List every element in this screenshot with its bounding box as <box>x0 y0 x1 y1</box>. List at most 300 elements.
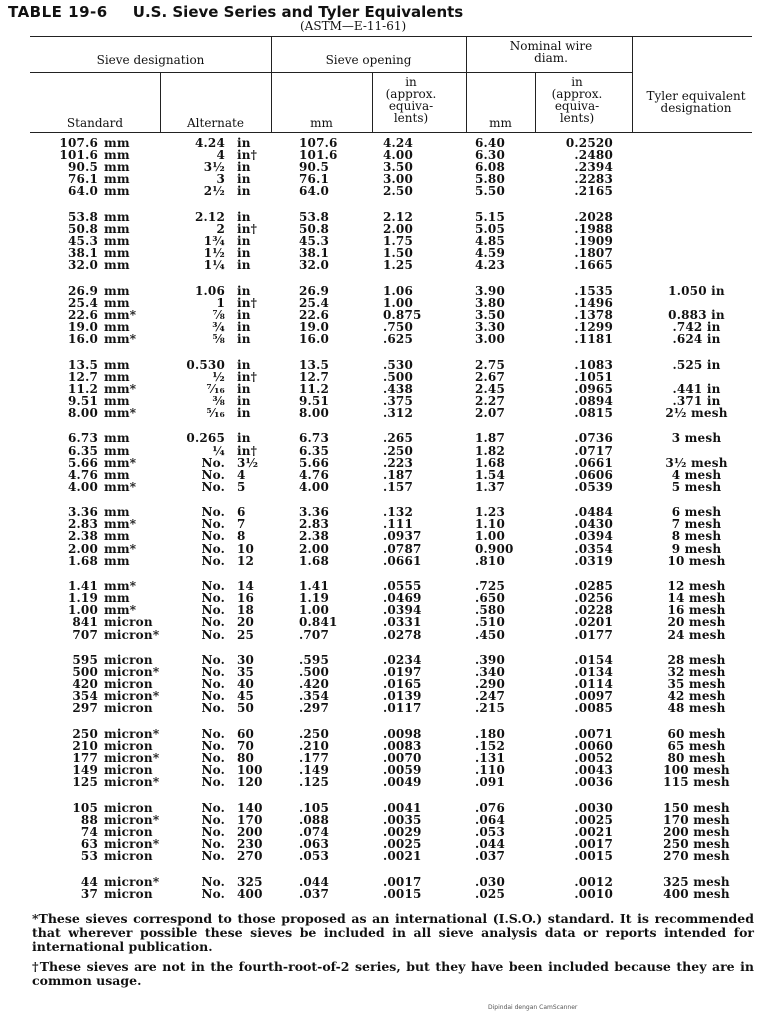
cell-wire-mm: .152 <box>475 738 506 753</box>
cell-alternate-unit: in† <box>237 369 258 384</box>
cell-opening-in: .530 <box>383 357 414 372</box>
cell-alternate-unit: 20 <box>237 615 255 630</box>
cell-alternate: No. <box>201 541 225 556</box>
cell-alternate-unit: in <box>237 393 251 408</box>
cell-alternate-unit: 10 <box>237 541 255 556</box>
cell-wire-in: .0965 <box>574 381 613 396</box>
cell-wire-mm: 2.45 <box>475 381 506 396</box>
cell-standard-unit: mm <box>104 320 130 334</box>
cell-opening-in: .312 <box>383 405 414 420</box>
cell-wire-mm: 4.23 <box>475 258 506 273</box>
cell-tyler: 8 mesh <box>671 529 722 544</box>
cell-opening-in: 3.00 <box>383 172 414 187</box>
cell-opening-mm: 50.8 <box>299 221 330 236</box>
cell-alternate: 2½ <box>203 184 225 199</box>
cell-alternate-unit: 45 <box>237 689 255 704</box>
cell-tyler: 325 mesh <box>663 874 730 889</box>
table-row <box>32 876 762 888</box>
cell-opening-mm: .125 <box>299 775 330 790</box>
cell-tyler: 42 mesh <box>667 689 726 704</box>
cell-alternate: 4.24 <box>194 136 225 150</box>
cell-standard-unit: mm <box>104 591 130 606</box>
cell-opening-mm: 12.7 <box>299 369 330 384</box>
cell-opening-in: .0029 <box>383 824 422 839</box>
cell-wire-mm: 1.54 <box>475 467 506 482</box>
cell-standard-unit: mm <box>104 258 130 273</box>
cell-standard: 420 <box>72 677 98 692</box>
cell-alternate: ⅞ <box>212 307 225 322</box>
cell-alternate: 3½ <box>203 160 225 175</box>
cell-standard: 90.5 <box>67 160 98 175</box>
cell-alternate-unit: 3½ <box>237 455 259 470</box>
cell-alternate: ⁷⁄₁₆ <box>206 381 225 396</box>
cell-opening-mm: 19.0 <box>299 320 330 334</box>
cell-standard: 53.8 <box>67 209 98 224</box>
cell-wire-in: .0717 <box>574 443 613 458</box>
header-opening-in: in (approx. equiva- lents) <box>385 75 437 125</box>
cell-opening-in: .438 <box>383 381 414 396</box>
cell-standard-unit: micron <box>104 886 153 901</box>
cell-standard-unit: micron <box>104 738 153 753</box>
cell-alternate-unit: 30 <box>237 653 255 668</box>
cell-tyler: 270 mesh <box>663 849 730 864</box>
cell-standard: 210 <box>72 738 98 753</box>
cell-alternate: No. <box>201 701 225 716</box>
cell-alternate: No. <box>201 467 225 482</box>
table-row <box>32 407 762 419</box>
cell-tyler: 3½ mesh <box>665 455 728 470</box>
cell-standard: 500 <box>72 665 98 680</box>
cell-tyler: 400 mesh <box>663 886 730 901</box>
cell-alternate-unit: 6 <box>237 505 246 520</box>
cell-opening-mm: .074 <box>299 824 330 839</box>
cell-standard: 1.00 <box>67 603 98 618</box>
cell-alternate: No. <box>201 615 225 630</box>
table-row <box>32 432 762 444</box>
row-group <box>32 359 762 419</box>
cell-alternate: No. <box>201 886 225 901</box>
cell-alternate-unit: in† <box>237 148 258 163</box>
cell-alternate: No. <box>201 529 225 544</box>
cell-wire-in: .2480 <box>574 148 613 163</box>
cell-alternate-unit: 8 <box>237 529 246 544</box>
cell-wire-mm: 2.75 <box>475 357 506 372</box>
cell-wire-mm: 3.30 <box>475 320 506 334</box>
header-standard: Standard <box>66 116 124 130</box>
cell-alternate: ¼ <box>212 443 225 458</box>
cell-opening-mm: .177 <box>299 751 330 766</box>
cell-tyler: 28 mesh <box>667 653 726 668</box>
cell-wire-mm: .725 <box>475 579 506 594</box>
cell-alternate: No. <box>201 874 225 889</box>
cell-alternate-unit: 100 <box>237 763 263 778</box>
cell-standard-unit: micron <box>104 677 153 692</box>
cell-opening-mm: 2.00 <box>299 541 330 556</box>
cell-standard-unit: micron <box>104 800 153 815</box>
cell-alternate: 1¾ <box>203 234 225 249</box>
cell-alternate-unit: 40 <box>237 677 255 692</box>
cell-standard-unit: micron <box>104 849 153 864</box>
cell-standard-unit: micron* <box>104 665 160 680</box>
cell-alternate-unit: 170 <box>237 812 263 827</box>
cell-opening-mm: 64.0 <box>299 184 330 199</box>
cell-opening-mm: 107.6 <box>299 136 338 150</box>
cell-alternate-unit: in <box>237 381 251 396</box>
table-row <box>32 481 762 493</box>
cell-alternate: No. <box>201 627 225 642</box>
cell-standard-unit: mm <box>104 431 130 446</box>
cell-wire-mm: .247 <box>475 689 506 704</box>
header-alternate: Alternate <box>187 116 244 130</box>
cell-opening-mm: 4.76 <box>299 467 330 482</box>
cell-opening-in: .223 <box>383 455 414 470</box>
cell-opening-mm: 8.00 <box>299 405 330 420</box>
cell-tyler: 115 mesh <box>663 775 730 790</box>
cell-standard-unit: mm <box>104 221 130 236</box>
cell-wire-mm: .810 <box>475 553 506 568</box>
cell-wire-in: .1181 <box>574 332 613 347</box>
cell-opening-in: .0117 <box>383 701 422 716</box>
cell-standard-unit: micron* <box>104 689 160 704</box>
cell-wire-mm: 1.82 <box>475 443 506 458</box>
cell-wire-mm: 5.50 <box>475 184 506 199</box>
cell-tyler: 35 mesh <box>667 677 726 692</box>
cell-standard: 4.76 <box>67 467 98 482</box>
table-row <box>32 850 762 862</box>
cell-alternate-unit: 35 <box>237 665 255 680</box>
cell-opening-mm: 6.35 <box>299 443 330 458</box>
table-row <box>32 555 762 567</box>
table-row <box>32 702 762 714</box>
row-group <box>32 506 762 566</box>
cell-standard-unit: mm <box>104 369 130 384</box>
cell-alternate-unit: 25 <box>237 627 255 642</box>
cell-wire-mm: 0.900 <box>475 541 514 556</box>
cell-opening-mm: 16.0 <box>299 332 330 347</box>
cell-tyler: 170 mesh <box>663 812 730 827</box>
cell-standard: 2.83 <box>67 517 98 532</box>
cell-wire-mm: 6.40 <box>475 136 506 150</box>
cell-alternate: No. <box>201 603 225 618</box>
cell-standard: 297 <box>72 701 98 716</box>
cell-standard: 9.51 <box>67 393 98 408</box>
header-wire-in: in (approx. equiva- lents) <box>551 75 603 125</box>
cell-opening-in: .375 <box>383 393 414 408</box>
cell-wire-mm: 1.23 <box>475 505 506 520</box>
cell-wire-mm: .025 <box>475 886 506 901</box>
cell-opening-in: .0331 <box>383 615 422 630</box>
cell-opening-in: .0083 <box>383 738 422 753</box>
cell-standard-unit: mm* <box>104 381 137 396</box>
cell-tyler: 0.883 in <box>668 307 725 322</box>
cell-opening-mm: 90.5 <box>299 160 330 175</box>
cell-opening-mm: 25.4 <box>299 295 330 310</box>
cell-alternate-unit: in <box>237 258 251 273</box>
cell-standard-unit: mm <box>104 234 130 249</box>
cell-alternate: ½ <box>212 369 225 384</box>
cell-opening-in: 4.00 <box>383 148 414 163</box>
cell-alternate-unit: in <box>237 320 251 334</box>
cell-wire-mm: .650 <box>475 591 506 606</box>
cell-alternate-unit: 12 <box>237 553 255 568</box>
header-sieve-designation: Sieve designation <box>96 53 205 67</box>
cell-standard-unit: mm <box>104 443 130 458</box>
cell-wire-in: .0017 <box>574 837 613 852</box>
cell-standard-unit: micron* <box>104 874 160 889</box>
cell-alternate: 0.265 <box>186 431 225 446</box>
cell-standard: 6.73 <box>67 431 98 446</box>
cell-opening-in: .157 <box>383 479 414 494</box>
cell-opening-in: .0017 <box>383 874 422 889</box>
cell-alternate: No. <box>201 505 225 520</box>
cell-alternate-unit: in <box>237 136 251 150</box>
table-row <box>32 776 762 788</box>
cell-alternate-unit: 200 <box>237 824 263 839</box>
cell-alternate: 1½ <box>203 246 225 261</box>
cell-alternate-unit: in <box>237 431 251 446</box>
cell-alternate: No. <box>201 579 225 594</box>
cell-wire-mm: 4.85 <box>475 234 506 249</box>
cell-wire-mm: 6.08 <box>475 160 506 175</box>
cell-opening-mm: 22.6 <box>299 307 330 322</box>
cell-standard: 707 <box>72 627 98 642</box>
cell-wire-mm: 4.59 <box>475 246 506 261</box>
cell-wire-mm: .076 <box>475 800 506 815</box>
cell-tyler: 80 mesh <box>667 751 726 766</box>
cell-opening-mm: 1.19 <box>299 591 330 606</box>
cell-standard-unit: mm <box>104 295 130 310</box>
cell-opening-mm: .044 <box>299 874 330 889</box>
cell-standard: 38.1 <box>67 246 98 261</box>
cell-standard: 5.66 <box>67 455 98 470</box>
cell-standard-unit: mm* <box>104 541 137 556</box>
header-sieve-opening: Sieve opening <box>325 53 412 67</box>
header-tyler: Tyler equivalent designation <box>646 89 746 115</box>
cell-standard-unit: micron <box>104 824 153 839</box>
table-row <box>32 469 762 481</box>
cell-wire-mm: .091 <box>475 775 506 790</box>
cell-wire-mm: .450 <box>475 627 506 642</box>
cell-opening-mm: .354 <box>299 689 330 704</box>
cell-standard-unit: micron <box>104 615 153 630</box>
cell-standard-unit: mm <box>104 357 130 372</box>
cell-wire-in: .2028 <box>574 209 613 224</box>
cell-standard: 125 <box>72 775 98 790</box>
cell-opening-mm: .149 <box>299 763 330 778</box>
cell-tyler: 3 mesh <box>671 431 722 446</box>
cell-standard: 841 <box>72 615 98 630</box>
cell-wire-in: .2165 <box>574 184 613 199</box>
cell-wire-in: .1909 <box>574 234 613 249</box>
cell-alternate-unit: 140 <box>237 800 263 815</box>
cell-standard: 12.7 <box>67 369 98 384</box>
cell-alternate-unit: in <box>237 160 251 175</box>
cell-standard-unit: micron <box>104 701 153 716</box>
cell-wire-in: .0085 <box>574 701 613 716</box>
cell-alternate: No. <box>201 517 225 532</box>
cell-opening-in: 1.00 <box>383 295 414 310</box>
cell-wire-in: .0736 <box>574 431 613 446</box>
cell-wire-mm: 2.07 <box>475 405 506 420</box>
table-row <box>32 802 762 814</box>
cell-wire-in: .0894 <box>574 393 613 408</box>
table-title-text: U.S. Sieve Series and Tyler Equivalents <box>132 3 464 21</box>
cell-opening-in: .0021 <box>383 849 422 864</box>
cell-alternate-unit: 50 <box>237 701 255 716</box>
cell-opening-in: .0278 <box>383 627 422 642</box>
cell-opening-in: .750 <box>383 320 414 334</box>
cell-tyler: .742 in <box>672 320 721 334</box>
cell-wire-in: .0354 <box>574 541 613 556</box>
table-label: TABLE 19-6 <box>8 3 108 21</box>
cell-alternate-unit: 230 <box>237 837 263 852</box>
cell-standard-unit: mm <box>104 529 130 544</box>
cell-wire-in: .0036 <box>574 775 613 790</box>
cell-tyler: 60 mesh <box>667 726 726 741</box>
cell-wire-in: .0539 <box>574 479 613 494</box>
cell-alternate-unit: in <box>237 332 251 347</box>
cell-opening-mm: 5.66 <box>299 455 330 470</box>
cell-standard: 8.00 <box>67 405 98 420</box>
cell-opening-mm: .707 <box>299 627 330 642</box>
cell-alternate-unit: 400 <box>237 886 263 901</box>
cell-wire-in: .0154 <box>574 653 613 668</box>
row-group <box>32 580 762 640</box>
cell-opening-in: 2.00 <box>383 221 414 236</box>
footnotes <box>32 912 754 994</box>
cell-alternate-unit: 5 <box>237 479 246 494</box>
cell-alternate: 0.530 <box>186 357 225 372</box>
cell-alternate-unit: in <box>237 234 251 249</box>
table-row <box>32 445 762 457</box>
cell-wire-in: .1051 <box>574 369 613 384</box>
cell-alternate: No. <box>201 677 225 692</box>
footnote-iso: *These sieves correspond to those proposed as an international (I.S.O.) standard. It is recommended that wherever possible these sieves be included in all sieve analysis data or reports intended for international publication. <box>32 911 754 954</box>
cell-opening-in: .0165 <box>383 677 422 692</box>
cell-alternate-unit: in <box>237 357 251 372</box>
cell-opening-mm: 101.6 <box>299 148 338 163</box>
cell-wire-in: .0661 <box>574 455 613 470</box>
cell-opening-mm: 9.51 <box>299 393 330 408</box>
cell-alternate: ⅜ <box>212 393 225 408</box>
cell-standard: 88 <box>80 812 98 827</box>
cell-standard: 149 <box>72 763 98 778</box>
cell-standard: 2.00 <box>67 541 98 556</box>
cell-wire-mm: .044 <box>475 837 506 852</box>
cell-standard: 32.0 <box>67 258 98 273</box>
cell-alternate: No. <box>201 849 225 864</box>
cell-opening-mm: 0.841 <box>299 615 338 630</box>
cell-wire-in: .0052 <box>574 751 613 766</box>
cell-wire-in: .1535 <box>574 283 613 298</box>
cell-standard-unit: mm <box>104 283 130 298</box>
cell-wire-in: .0606 <box>574 467 613 482</box>
cell-opening-in: 1.50 <box>383 246 414 261</box>
cell-opening-in: .0025 <box>383 837 422 852</box>
cell-alternate: No. <box>201 479 225 494</box>
cell-alternate: 3 <box>216 172 225 187</box>
cell-wire-mm: .340 <box>475 665 506 680</box>
cell-opening-in: .0070 <box>383 751 422 766</box>
cell-wire-mm: .180 <box>475 726 506 741</box>
cell-opening-in: .0035 <box>383 812 422 827</box>
cell-opening-in: .250 <box>383 443 414 458</box>
cell-standard-unit: mm <box>104 136 130 150</box>
cell-alternate-unit: 270 <box>237 849 263 864</box>
cell-wire-in: .0071 <box>574 726 613 741</box>
cell-standard-unit: micron* <box>104 627 160 642</box>
cell-wire-mm: 1.10 <box>475 517 506 532</box>
table-row <box>32 285 762 297</box>
cell-alternate-unit: 16 <box>237 591 255 606</box>
cell-alternate: No. <box>201 824 225 839</box>
cell-opening-in: .0234 <box>383 653 422 668</box>
cell-wire-mm: 3.80 <box>475 295 506 310</box>
cell-opening-in: 2.50 <box>383 184 414 199</box>
cell-standard-unit: micron <box>104 653 153 668</box>
table-row <box>32 185 762 197</box>
cell-wire-in: .1807 <box>574 246 613 261</box>
cell-alternate-unit: 60 <box>237 726 255 741</box>
cell-alternate-unit: in† <box>237 443 258 458</box>
cell-opening-mm: 1.00 <box>299 603 330 618</box>
cell-opening-mm: 4.00 <box>299 479 330 494</box>
cell-standard: 6.35 <box>67 443 98 458</box>
cell-wire-in: .1083 <box>574 357 613 372</box>
cell-alternate-unit: in <box>237 283 251 298</box>
cell-opening-in: 1.75 <box>383 234 414 249</box>
cell-tyler: 20 mesh <box>667 615 726 630</box>
cell-tyler: .624 in <box>672 332 721 347</box>
cell-alternate-unit: in <box>237 405 251 420</box>
cell-opening-mm: 1.68 <box>299 553 330 568</box>
header-nominal-wire-diam: Nominal wire diam. <box>509 39 593 65</box>
cell-opening-mm: .500 <box>299 665 330 680</box>
cell-standard: 13.5 <box>67 357 98 372</box>
footnote-common-usage: †These sieves are not in the fourth-root-of-2 series, but they have been included because they are in common usage. <box>32 959 754 988</box>
cell-tyler: 4 mesh <box>671 467 722 482</box>
cell-tyler: 12 mesh <box>667 579 726 594</box>
cell-standard-unit: mm <box>104 184 130 199</box>
cell-standard: 4.00 <box>67 479 98 494</box>
cell-standard: 250 <box>72 726 98 741</box>
cell-opening-in: .0394 <box>383 603 422 618</box>
cell-standard: 19.0 <box>67 320 98 334</box>
cell-opening-mm: .105 <box>299 800 330 815</box>
cell-wire-in: .0430 <box>574 517 613 532</box>
cell-tyler: 32 mesh <box>667 665 726 680</box>
cell-tyler: 48 mesh <box>667 701 726 716</box>
cell-wire-in: .0201 <box>574 615 613 630</box>
cell-alternate-unit: in <box>237 307 251 322</box>
cell-opening-mm: 6.73 <box>299 431 330 446</box>
cell-standard: 22.6 <box>67 307 98 322</box>
cell-alternate: No. <box>201 591 225 606</box>
cell-tyler: 65 mesh <box>667 738 726 753</box>
cell-standard-unit: mm* <box>104 603 137 618</box>
cell-tyler: 1.050 in <box>668 283 725 298</box>
cell-opening-mm: .420 <box>299 677 330 692</box>
table-row <box>32 359 762 371</box>
cell-opening-mm: .595 <box>299 653 330 668</box>
cell-opening-mm: 2.83 <box>299 517 330 532</box>
cell-wire-mm: 5.05 <box>475 221 506 236</box>
cell-standard: 3.36 <box>67 505 98 520</box>
cell-wire-in: .0177 <box>574 627 613 642</box>
cell-standard: 107.6 <box>59 136 98 150</box>
table-row <box>32 530 762 542</box>
cell-alternate-unit: in <box>237 209 251 224</box>
